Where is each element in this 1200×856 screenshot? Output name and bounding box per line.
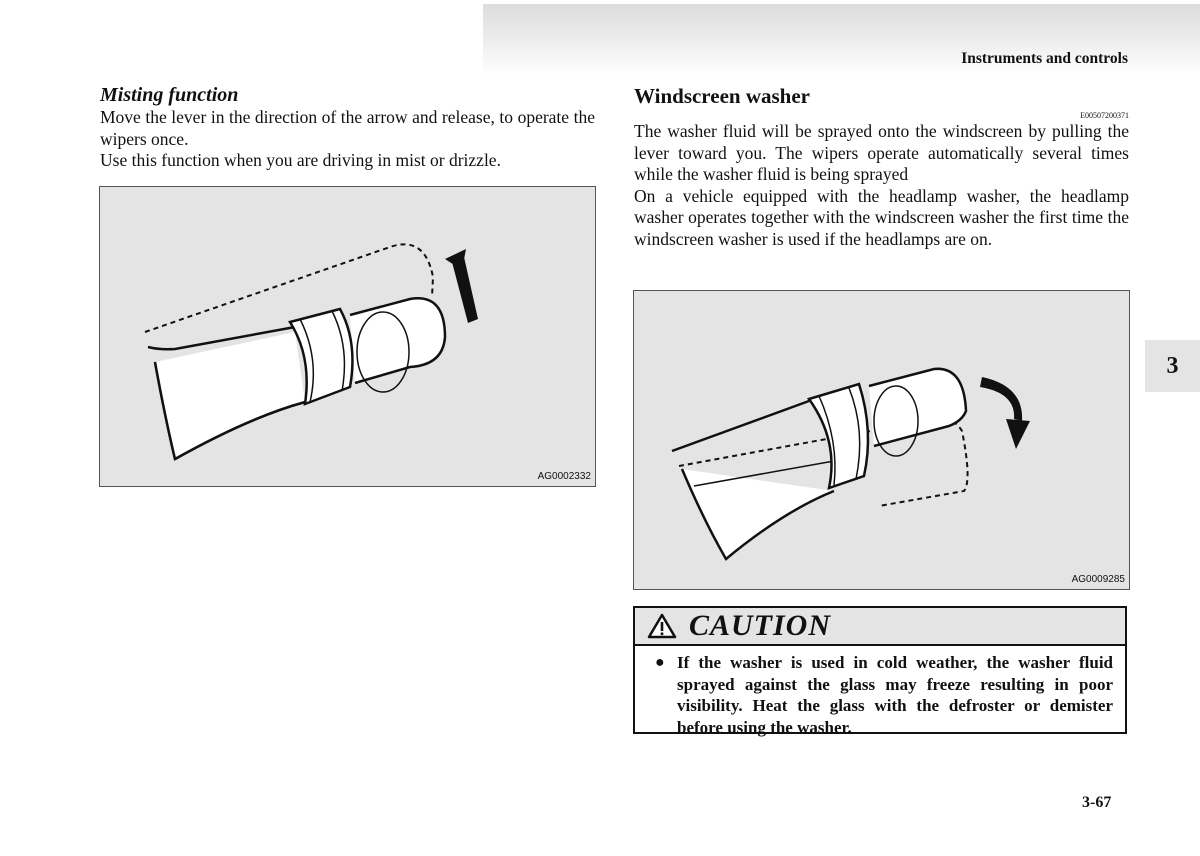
caution-text: If the washer is used in cold weather, the washer fluid sprayed against the glass may freeze resulting in poor visibility. Heat the glass with the defroster or demister before using the washer.	[677, 653, 1113, 737]
misting-paragraph-1: Move the lever in the direction of the arrow and release, to operate the wipers once.	[100, 107, 595, 149]
washer-figure	[633, 290, 1130, 590]
caution-body	[635, 646, 1125, 738]
misting-title: Misting function	[100, 84, 239, 106]
caution-header	[635, 608, 1125, 646]
warning-triangle-icon	[647, 613, 677, 639]
washer-section	[634, 83, 1129, 250]
misting-section	[100, 83, 595, 172]
misting-paragraph-2: Use this function when you are driving in mist or drizzle.	[100, 150, 501, 170]
section-label: Instruments and controls	[961, 50, 1128, 67]
bullet-icon: ●	[655, 654, 665, 671]
chapter-tab	[1145, 340, 1200, 392]
page-number: 3-67	[1082, 794, 1112, 811]
washer-figure-code: AG0009285	[1071, 574, 1125, 585]
misting-figure	[99, 186, 596, 487]
washer-paragraph-1: The washer fluid will be sprayed onto the windscreen by pulling the lever toward you. The wipers operate automatically several times while the washer fluid is being sprayed	[634, 121, 1129, 184]
caution-box	[633, 606, 1127, 737]
washer-title: Windscreen washer	[634, 84, 810, 108]
wiper-lever-up-illustration	[100, 187, 595, 486]
chapter-number: 3	[1166, 352, 1179, 379]
washer-ref-code: E00507200371	[1080, 111, 1129, 120]
pull-arrow-icon	[980, 377, 1022, 421]
misting-figure-code: AG0002332	[537, 471, 591, 482]
washer-paragraph-2: On a vehicle equipped with the headlamp washer, the headlamp washer operates together with the windscreen washer the first time the windscreen washer is used if the headlamps are on.	[634, 185, 1129, 249]
wiper-lever-pull-illustration	[634, 291, 1129, 589]
caution-title: CAUTION	[689, 609, 832, 642]
